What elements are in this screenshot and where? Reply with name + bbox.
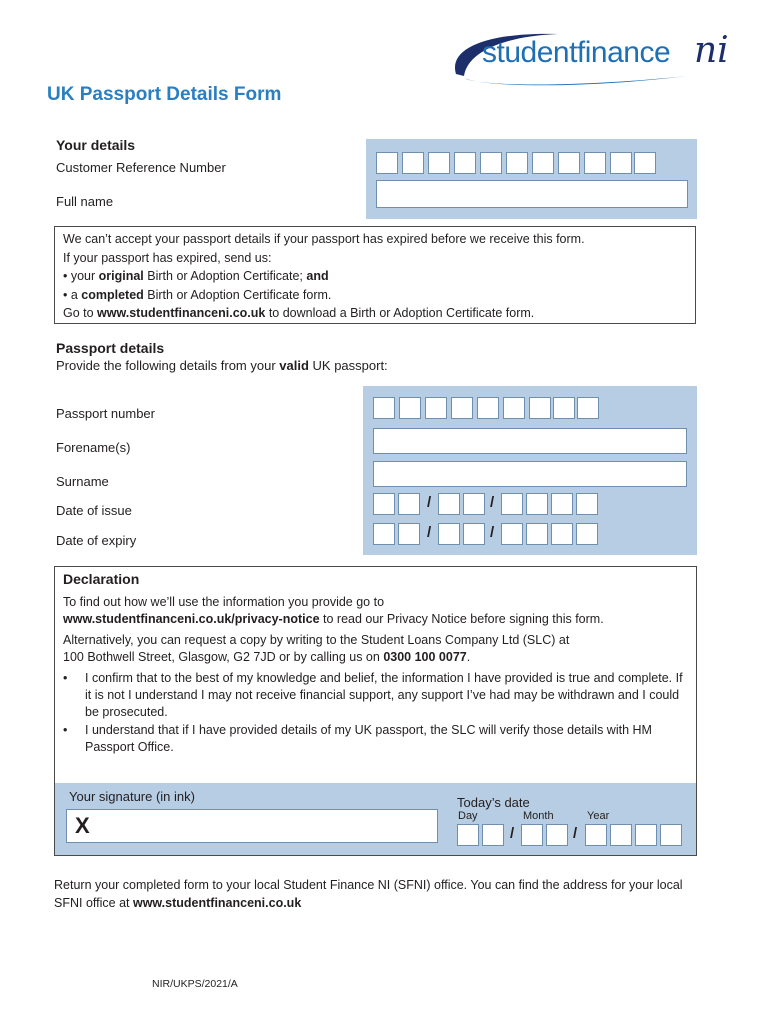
date-year-box[interactable]: [585, 824, 607, 846]
issue-month-box[interactable]: [438, 493, 460, 515]
issue-year-box[interactable]: [526, 493, 548, 515]
ref-box[interactable]: [428, 152, 450, 174]
logo-suffix: ni: [694, 30, 729, 71]
logo-text: studentfinance: [482, 36, 671, 69]
notice-bullet: • a completed Birth or Adoption Certificate form.: [63, 287, 332, 302]
signature-field[interactable]: [66, 809, 438, 843]
customer-ref-label: Customer Reference Number: [56, 160, 226, 175]
expiry-day-box[interactable]: [398, 523, 420, 545]
surname-label: Surname: [56, 474, 109, 489]
ref-box[interactable]: [376, 152, 398, 174]
return-instructions: Return your completed form to your local Student Finance NI (SFNI) office. You can find the address for your local SFNI office at www.studentfinanceni.co.uk: [54, 878, 683, 910]
ref-box[interactable]: [532, 152, 554, 174]
passport-intro: Provide the following details from your valid UK passport:: [56, 358, 388, 373]
forenames-label: Forename(s): [56, 440, 131, 455]
ref-box[interactable]: [634, 152, 656, 174]
date-separator: /: [427, 494, 432, 511]
date-separator: /: [490, 524, 495, 541]
expiry-month-box[interactable]: [438, 523, 460, 545]
date-month-box[interactable]: [546, 824, 568, 846]
day-label: Day: [458, 810, 478, 822]
todays-date-label: Today’s date: [457, 795, 530, 810]
date-separator: /: [510, 825, 515, 842]
date-separator: /: [490, 494, 495, 511]
issue-day-box[interactable]: [398, 493, 420, 515]
your-details-heading: Your details: [56, 137, 136, 153]
date-of-expiry-label: Date of expiry: [56, 533, 137, 548]
issue-year-box[interactable]: [576, 493, 598, 515]
full-name-label: Full name: [56, 194, 114, 209]
full-name-field[interactable]: [376, 180, 688, 208]
date-separator: /: [427, 524, 432, 541]
issue-year-box[interactable]: [501, 493, 523, 515]
notice-line: Go to www.studentfinanceni.co.uk to download a Birth or Adoption Certificate form.: [63, 306, 535, 320]
ref-box[interactable]: [506, 152, 528, 174]
declaration-content: [63, 571, 688, 757]
declaration-bullet: • I confirm that to the best of my knowledge and belief, the information I have provided is true and complete. If it is not I understand I may not receive financial support, any support I’ve had may be withdrawn and I could be prosecuted.: [85, 670, 688, 721]
notice-line: If your passport has expired, send us:: [63, 250, 272, 265]
signature-mark: X: [75, 813, 90, 838]
page-title: UK Passport Details Form: [47, 84, 282, 105]
signature-panel: [55, 783, 696, 855]
expiry-year-box[interactable]: [526, 523, 548, 545]
signature-label: Your signature (in ink): [69, 789, 195, 804]
passport-number-box[interactable]: [425, 397, 447, 419]
issue-year-box[interactable]: [551, 493, 573, 515]
declaration-list: [63, 670, 688, 756]
ref-box[interactable]: [584, 152, 606, 174]
passport-number-box[interactable]: [553, 397, 575, 419]
date-day-box[interactable]: [457, 824, 479, 846]
passport-number-box[interactable]: [503, 397, 525, 419]
passport-number-box[interactable]: [577, 397, 599, 419]
return-link[interactable]: www.studentfinanceni.co.uk: [132, 896, 302, 910]
declaration-heading: Declaration: [63, 571, 140, 587]
passport-panel: [363, 386, 697, 555]
ref-box[interactable]: [558, 152, 580, 174]
expiry-year-box[interactable]: [576, 523, 598, 545]
logo: [448, 28, 748, 90]
phone-number: 0300 100 0077: [383, 650, 467, 664]
date-month-box[interactable]: [521, 824, 543, 846]
expiry-year-box[interactable]: [551, 523, 573, 545]
surname-field[interactable]: [373, 461, 687, 487]
passport-number-box[interactable]: [529, 397, 551, 419]
expiry-day-box[interactable]: [373, 523, 395, 545]
declaration-bullet: • I understand that if I have provided details of my UK passport, the SLC will verify those details with HM Passport Office.: [85, 722, 688, 756]
privacy-paragraph: To find out how we’ll use the information you provide go to www.studentfinanceni.co.uk/privacy-notice to read our Privacy Notice before signing this form.: [63, 595, 604, 626]
passport-number-box[interactable]: [477, 397, 499, 419]
date-year-box[interactable]: [610, 824, 632, 846]
issue-day-box[interactable]: [373, 493, 395, 515]
issue-month-box[interactable]: [463, 493, 485, 515]
passport-number-box[interactable]: [451, 397, 473, 419]
date-separator: /: [573, 825, 578, 842]
download-link[interactable]: www.studentfinanceni.co.uk: [97, 306, 266, 320]
date-year-box[interactable]: [660, 824, 682, 846]
your-details-panel: [366, 139, 697, 219]
ref-box[interactable]: [402, 152, 424, 174]
month-label: Month: [523, 810, 554, 822]
date-year-box[interactable]: [635, 824, 657, 846]
date-day-box[interactable]: [482, 824, 504, 846]
passport-details-heading: Passport details: [56, 340, 165, 356]
expired-passport-notice: [54, 226, 696, 324]
passport-number-label: Passport number: [56, 406, 155, 421]
date-of-issue-label: Date of issue: [56, 503, 132, 518]
passport-number-box[interactable]: [399, 397, 421, 419]
year-label: Year: [587, 810, 610, 822]
privacy-link[interactable]: www.studentfinanceni.co.uk/privacy-notice: [63, 612, 320, 626]
declaration-box: [54, 566, 697, 856]
expiry-month-box[interactable]: [463, 523, 485, 545]
expiry-year-box[interactable]: [501, 523, 523, 545]
contact-paragraph: Alternatively, you can request a copy by writing to the Student Loans Company Ltd (SLC) at 100 Bothwell Street, Glasgow, G2 7JD or by calling us on 0300 100 0077.: [63, 633, 570, 664]
notice-bullet: • your original Birth or Adoption Certificate; and: [63, 269, 329, 283]
ref-box[interactable]: [454, 152, 476, 174]
notice-line: We can’t accept your passport details if your passport has expired before we receive this form.: [63, 232, 585, 246]
ref-box[interactable]: [480, 152, 502, 174]
ref-box[interactable]: [610, 152, 632, 174]
form-code: NIR/UKPS/2021/A: [152, 978, 238, 990]
forenames-field[interactable]: [373, 428, 687, 454]
passport-number-box[interactable]: [373, 397, 395, 419]
